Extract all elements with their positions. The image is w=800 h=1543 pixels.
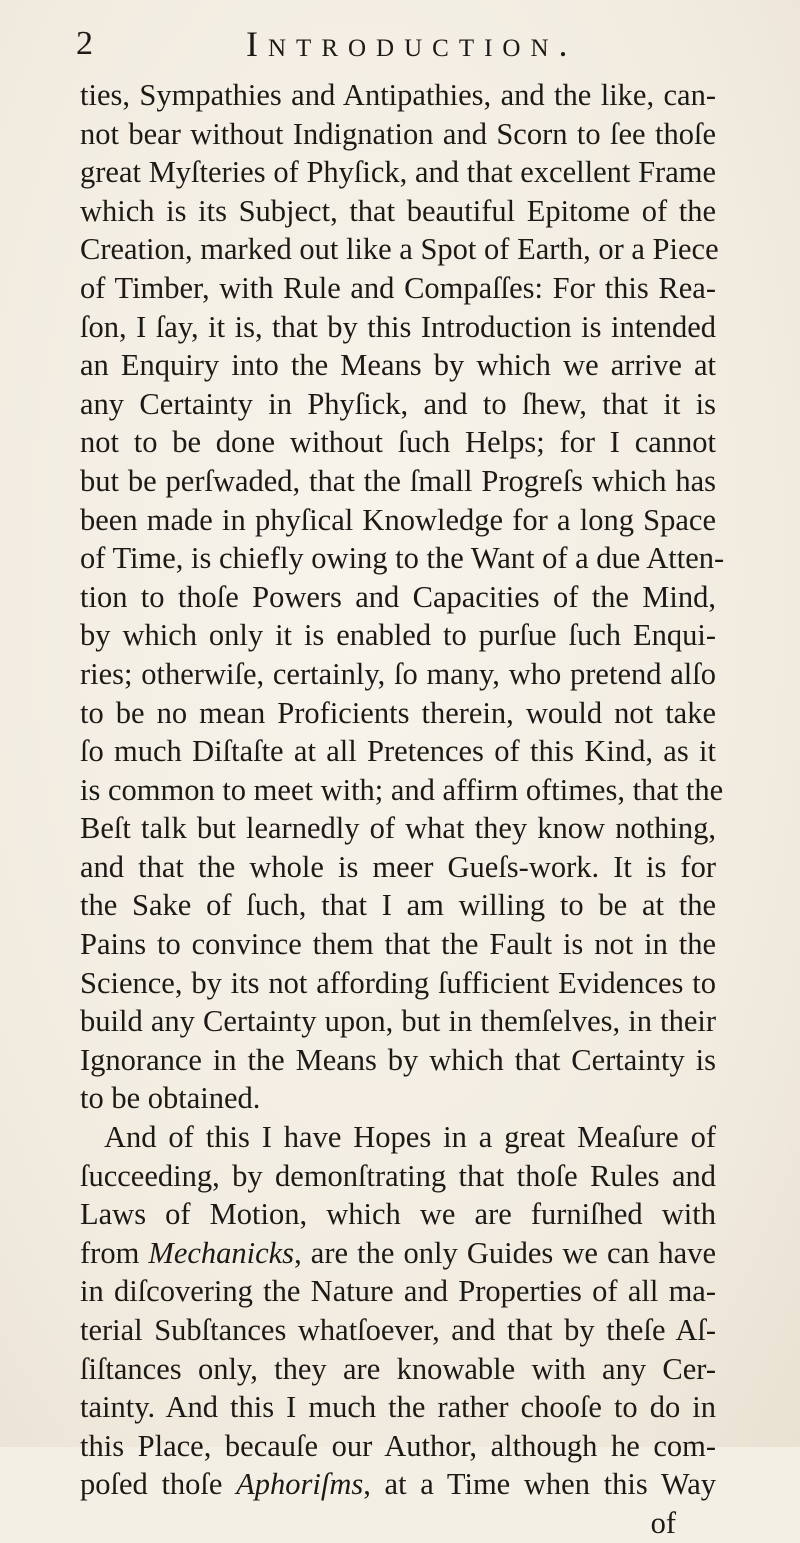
text-line: ſiſtances only, they are knowable with any Cer- [80, 1351, 716, 1386]
text-line: been made in phyſical Knowledge for a long Space [80, 502, 716, 537]
text-line-paragraph-start: And of this I have Hopes in a great Meaſure of [104, 1120, 716, 1155]
text-line: ties, Sympathies and Antipathies, and the like, can- [80, 78, 716, 112]
text-line: is common to meet with; and affirm oftimes, that the [80, 772, 724, 807]
text-line: ſon, I ſay, it is, that by this Introduction is intended [80, 309, 716, 344]
text-line: in diſcovering the Nature and Properties of all ma- [80, 1274, 716, 1309]
body-text [80, 76, 725, 1543]
text-line: Ignorance in the Means by which that Certainty is [80, 1042, 716, 1077]
text-line: poſed thoſe Aphoriſms, at a Time when this Way [80, 1467, 716, 1502]
text-line: which is its Subject, that beautiful Epitome of the [80, 193, 716, 228]
text-line: terial Subſtances whatſoever, and that by theſe Aſ- [80, 1313, 716, 1347]
text-line: Pains to convince them that the Fault is not in the [80, 927, 716, 962]
page-header [76, 20, 636, 80]
text-line: not bear without Indignation and Scorn to ſee thoſe [80, 116, 716, 151]
text-line: from Mechanicks, are the only Guides we can have [80, 1235, 716, 1270]
text-line: of Timber, with Rule and Compaſſes: For this Rea- [80, 270, 716, 305]
text-line: an Enquiry into the Means by which we arrive at [80, 348, 716, 383]
text-line: ries; otherwiſe, certainly, ſo many, who pretend alſo [80, 656, 716, 691]
text-line: tainty. And this I much the rather chooſe to do in [80, 1390, 716, 1425]
text-line: but be perſwaded, that the ſmall Progreſs which has [80, 463, 716, 498]
text-line: Science, by its not affording ſufficient Evidences to [80, 965, 716, 1000]
text-line: the Sake of ſuch, that I am willing to be at the [80, 888, 716, 923]
text-line: by which only it is enabled to purſue ſuch Enqui- [80, 618, 716, 653]
text-line: and that the whole is meer Gueſs-work. It is for [80, 849, 716, 884]
text-line: tion to thoſe Powers and Capacities of the Mind, [80, 579, 716, 614]
text-line: ſucceeding, by demonſtrating that thoſe Rules and [80, 1158, 716, 1193]
text-line: of Time, is chiefly owing to the Want of a due Atten- [80, 541, 725, 576]
text-line: Laws of Motion, which we are furniſhed with [80, 1197, 716, 1232]
catchword: of [650, 1505, 676, 1540]
text-line: any Certainty in Phyſick, and to ſhew, that it is [80, 386, 716, 421]
page-number: 2 [76, 25, 93, 62]
text-line-paragraph-end: to be obtained. [80, 1081, 261, 1116]
text-line: Creation, marked out like a Spot of Earth, or a Piece [80, 232, 719, 267]
text-line: to be no mean Proficients therein, would not take [80, 695, 716, 730]
text-line: ſo much Diſtaſte at all Pretences of this Kind, as it [80, 734, 716, 769]
text-line: not to be done without ſuch Helps; for I cannot [80, 425, 716, 460]
text-line: Beſt talk but learnedly of what they know nothing, [80, 811, 716, 846]
text-line: great Myſteries of Phyſick, and that excellent Frame [80, 155, 716, 190]
text-line: build any Certainty upon, but in themſelves, in their [80, 1004, 716, 1039]
running-head: Introduction. [246, 24, 578, 64]
text-line: this Place, becauſe our Author, although he com- [80, 1428, 716, 1463]
